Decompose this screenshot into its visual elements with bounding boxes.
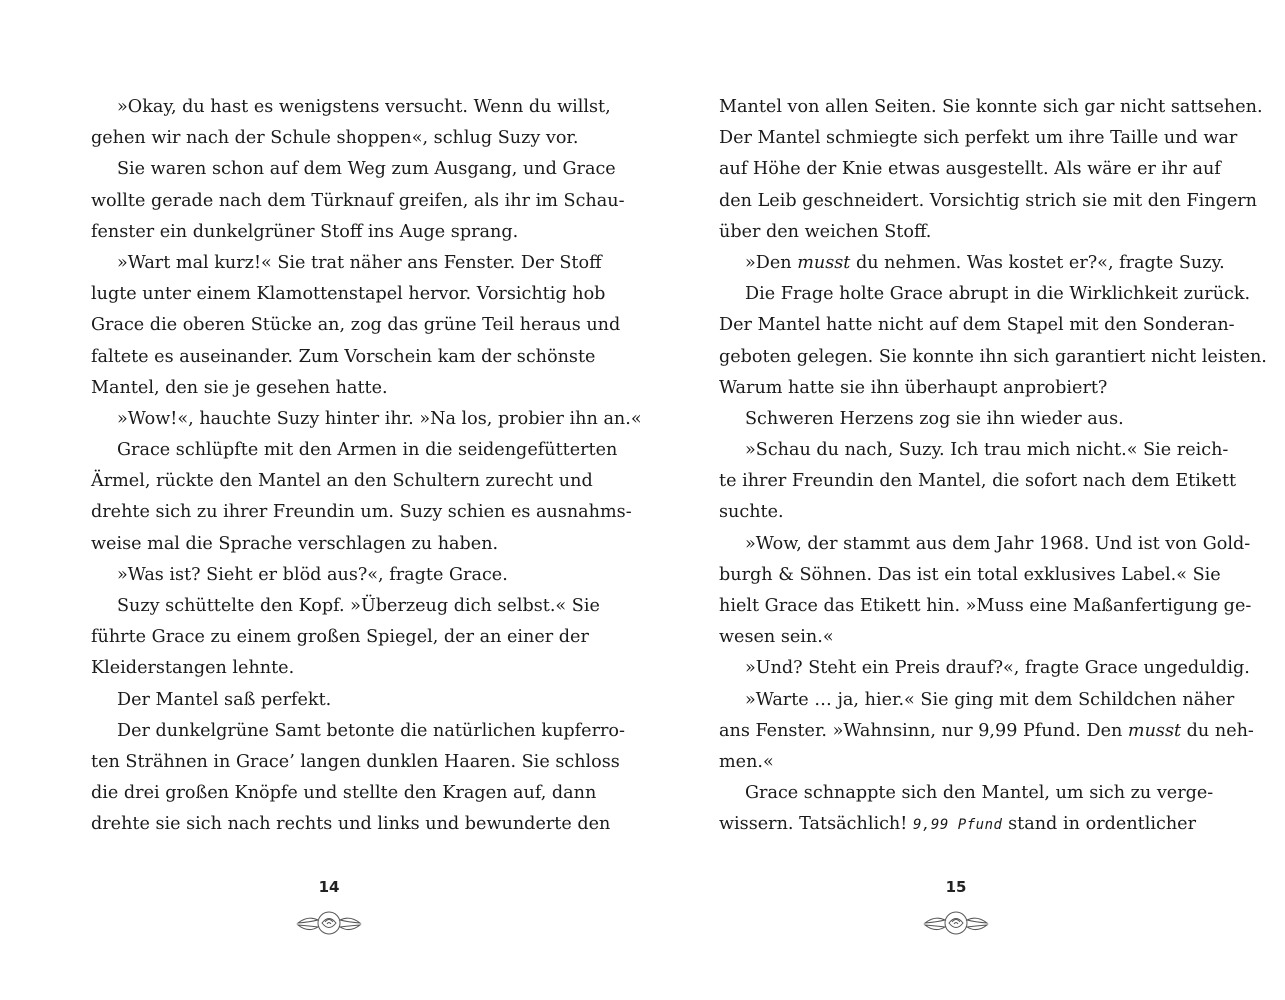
text-line: ten Strähnen in Grace’ langen dunklen Haaren. Sie schloss [91,751,620,772]
text-line: Grace schnappte sich den Mantel, um sich zu verge- [745,783,1214,804]
text-line: hielt Grace das Etikett hin. »Muss eine Maßanfertigung ge- [719,596,1252,616]
text-line: »Und? Steht ein Preis drauf?«, fragte Grace ungeduldig. [745,658,1250,679]
text-line: Grace schlüpfte mit den Armen in die seidengefütterten [117,440,618,461]
text-line: Warum hatte sie ihn überhaupt anprobiert? [719,377,1108,398]
text-line: Mantel von allen Seiten. Sie konnte sich gar nicht sattsehen. [719,97,1263,117]
text-line: »Was ist? Sieht er blöd aus?«, fragte Grace. [117,564,508,585]
text-line: Mantel, den sie je gesehen hatte. [91,377,388,398]
text-line: »Wart mal kurz!« Sie trat näher ans Fenster. Der Stoff [117,252,602,273]
text-line: »Warte … ja, hier.« Sie ging mit dem Schildchen näher [745,689,1235,710]
text-run: stand in ordentlicher [1002,814,1196,835]
text-run: »Den [745,252,798,273]
text-line: Der Mantel hatte nicht auf dem Stapel mit den Sonderan- [719,315,1235,336]
text-run: du nehmen. Was kostet er?«, fragte Suzy. [850,252,1225,273]
text-line [719,248,1225,279]
text-run: wissern. Tatsächlich! [719,814,914,835]
text-line: »Okay, du hast es wenigstens versucht. Wenn du willst, [117,97,611,117]
text-line: wesen sein.« [719,627,834,648]
text-line: fenster ein dunkelgrüner Stoff ins Auge sprang. [91,221,519,242]
text-line: Sie waren schon auf dem Weg zum Ausgang, und Grace [117,159,616,180]
text-run: du neh- [1181,720,1254,741]
text-line [719,716,1254,747]
text-line: te ihrer Freundin den Mantel, die sofort nach dem Etikett [719,471,1237,492]
text-line: auf Höhe der Knie etwas ausgestellt. Als wäre er ihr auf [719,159,1221,180]
text-line: men.« [719,751,774,772]
text-line: »Wow, der stammt aus dem Jahr 1968. Und ist von Gold- [745,533,1251,554]
text-line: wollte gerade nach dem Türknauf greifen, als ihr im Schau- [91,190,625,211]
text-line: geboten gelegen. Sie konnte ihn sich garantiert nicht leisten. [719,346,1267,367]
text-line: Kleiderstangen lehnte. [91,658,295,679]
text-run: ans Fenster. »Wahnsinn, nur 9,99 Pfund. Den [719,720,1128,741]
text-line: führte Grace zu einem großen Spiegel, der an einer der [91,627,589,648]
text-line: die drei großen Knöpfe und stellte den Kragen auf, dann [91,783,597,804]
text-line: »Wow!«, hauchte Suzy hinter ihr. »Na los, probier ihn an.« [117,408,642,429]
text-line: Der Mantel saß perfekt. [117,689,332,710]
text-line: den Leib geschneidert. Vorsichtig strich sie mit den Fingern [719,190,1257,211]
text-line: burgh & Söhnen. Das ist ein total exklusives Label.« Sie [719,564,1221,585]
left-page-text [91,92,642,841]
rose-ornament-icon [921,906,991,940]
text-line: gehen wir nach der Schule shoppen«, schlug Suzy vor. [91,128,579,149]
text-line: faltete es auseinander. Zum Vorschein kam der schönste [91,346,596,367]
handwritten-price: 9,99 Pfund [913,817,1003,834]
emphasis-text: musst [1127,720,1182,741]
text-line: über den weichen Stoff. [719,221,932,242]
text-line: Schweren Herzens zog sie ihn wieder aus. [745,408,1124,429]
emphasis-text: musst [797,252,851,273]
page-number-left: 14 [318,878,340,896]
right-page-text [719,92,1267,841]
text-line: Ärmel, rückte den Mantel an den Schultern zurecht und [91,471,593,492]
text-line: Der Mantel schmiegte sich perfekt um ihre Taille und war [719,128,1238,149]
text-line: weise mal die Sprache verschlagen zu haben. [91,533,499,554]
text-line: drehte sich zu ihrer Freundin um. Suzy schien es ausnahms- [91,502,632,523]
text-line: Suzy schüttelte den Kopf. »Überzeug dich selbst.« Sie [117,596,600,616]
rose-ornament-icon [294,906,364,940]
text-line: drehte sie sich nach rechts und links und bewunderte den [91,814,611,835]
page-number-right: 15 [945,878,967,896]
text-line [719,809,1196,840]
text-line: Grace die oberen Stücke an, zog das grüne Teil heraus und [91,315,621,336]
text-line: Die Frage holte Grace abrupt in die Wirklichkeit zurück. [745,284,1251,305]
text-line: lugte unter einem Klamottenstapel hervor. Vorsichtig hob [91,284,606,305]
text-line: suchte. [719,502,784,523]
text-line: Der dunkelgrüne Samt betonte die natürlichen kupferro- [117,720,625,741]
text-line: »Schau du nach, Suzy. Ich trau mich nicht.« Sie reich- [745,440,1229,461]
